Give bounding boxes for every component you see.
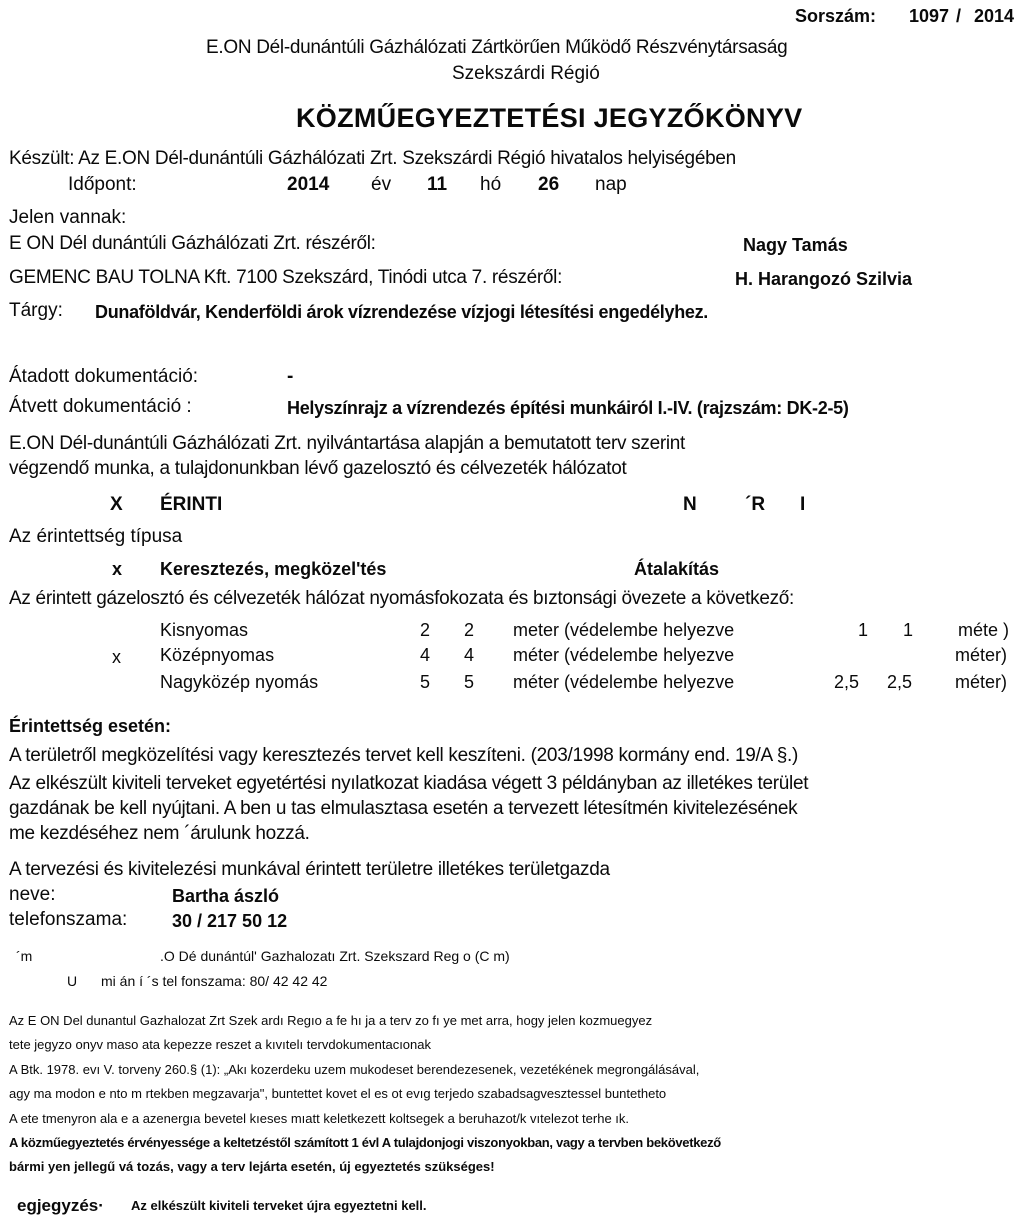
notes-line-1-start: ´m <box>16 948 33 964</box>
serial-separator: / <box>956 6 962 26</box>
affects-label: ÉRINTI <box>160 494 223 515</box>
pressure-row-protection-2: 2,5 <box>887 672 913 692</box>
pressure-row-end: méte ) <box>958 620 1010 640</box>
present-party-2: GEMENC BAU TOLNA Kft. 7100 Szekszárd, Tinódi utca 7. részéről: <box>9 267 563 288</box>
type-mark: x <box>112 559 123 579</box>
land-manager-name-value: Bartha ászló <box>172 886 280 906</box>
notes-statement-5: A ete tmenyron ala e a azenergıa bevetel kıeses mıatt keletkezett koltsegek a beruhazot/k vıtelezot terhe ık. <box>9 1111 630 1126</box>
present-label: Jelen vannak: <box>9 207 127 228</box>
pressure-row-protection-2: 1 <box>903 620 914 640</box>
register-line-2: végzendő munka, a tulajdonunkban lévő gazelosztó és célvezeték hálózatot <box>9 458 627 479</box>
date-year-unit: év <box>371 174 392 195</box>
affected-paragraph-2-line-2: gazdának be kell nyújtani. A ben u tas elmulasztasa esetén a tervezett létesítmén kivitelezésének <box>9 798 798 819</box>
date-month-unit: hó <box>480 174 502 195</box>
pressure-row-end: méter) <box>955 672 1008 692</box>
pressure-row-distance-1: 4 <box>420 645 431 665</box>
pressure-row-text: meter (védelembe helyezve <box>513 620 735 640</box>
company-line: E.ON Dél-dunántúli Gázhálózati Zártkörűen Működő Részvénytársaság <box>206 37 788 58</box>
handed-docs-label: Átadott dokumentáció: <box>9 366 199 387</box>
handed-docs-value: - <box>287 366 294 387</box>
pressure-row-end: méter) <box>955 645 1008 665</box>
notes-statement-6: A közműegyeztetés érvényessége a keltetzéstől számított 1 évl A tulajdonjogi viszonyokban, vagy a tervben bekövetkező <box>9 1135 721 1150</box>
present-person-2: H. Harangozó Szilvia <box>735 269 913 289</box>
document-title: KÖZMŰEGYEZTETÉSI JEGYZŐKÖNYV <box>296 103 803 133</box>
date-day-unit: nap <box>595 174 627 195</box>
subject-text: Dunaföldvár, Kenderföldi árok vízrendezése vízjogi létesítési engedélyhez. <box>95 302 708 322</box>
affected-paragraph-3: A tervezési és kivitelezési munkával érintett területre illetékes területgazda <box>9 859 610 880</box>
received-docs-label: Átvett dokumentáció : <box>9 396 192 417</box>
pressure-row-distance-2: 5 <box>464 672 475 692</box>
pressure-row-name: Nagyközép nyomás <box>160 672 319 692</box>
notes-statement-3: A Btk. 1978. evı V. torveny 260.§ (1): „Akı kozerdeku uzem mukodeset berendezesenek, vezetékének megrongálásával, <box>9 1062 700 1077</box>
region-line: Szekszárdi Régió <box>452 63 600 84</box>
pressure-row-distance-2: 4 <box>464 645 475 665</box>
register-line-1: E.ON Dél-dunántúli Gázhálózati Zrt. nyilvántartása alapján a bemutatott terv szerint <box>9 433 686 454</box>
type-label: Az érintettség típusa <box>9 526 183 547</box>
present-party-1: E ON Dél dunántúli Gázhálózati Zrt. részéről: <box>9 233 376 254</box>
notes-statement-4: agy ma modon e nto m rtekben megzavarja", buntettet kovet el es ot evıg terjedo szabadsagvesztessel buntetheto <box>9 1086 667 1101</box>
pressure-row-text: méter (védelembe helyezve <box>513 645 735 665</box>
affected-heading: Érintettség esetén: <box>9 716 172 736</box>
pressure-intro: Az érintett gázelosztó és célvezeték hálózat nyomásfokozata és bıztonsági övezete a következő: <box>9 588 795 609</box>
remark-label: egjegyzés· <box>17 1196 104 1215</box>
not-affects-fragment-3: I <box>800 494 806 515</box>
pressure-row-name: Középnyomas <box>160 645 275 665</box>
pressure-row-distance-1: 2 <box>420 620 431 640</box>
notes-line-2-start: U <box>67 973 78 989</box>
land-manager-name-label: neve: <box>9 884 56 905</box>
notes-line-1: .O Dé dunántúl' Gazhalozatı Zrt. Szekszard Reg o (C m) <box>160 948 510 964</box>
affected-paragraph-2-line-1: Az elkészült kiviteli terveket egyetértési nyılatkozat kiadása végett 3 példányban az illetékes terület <box>9 773 809 794</box>
date-year: 2014 <box>287 174 330 195</box>
pressure-row-text: méter (védelembe helyezve <box>513 672 735 692</box>
type-conversion: Átalakítás <box>634 559 720 579</box>
pressure-row-protection-1: 1 <box>858 620 869 640</box>
notes-line-2: mi án í ´s tel fonszama: 80/ 42 42 42 <box>101 973 328 989</box>
affected-paragraph-1: A területről megközelítési vagy keresztezés tervet kell keszíteni. (203/1998 kormány end. 19/A §.) <box>9 745 799 766</box>
date-day: 26 <box>538 174 560 195</box>
pressure-row-mark: x <box>112 647 121 667</box>
affected-paragraph-2-line-3: me kezdéséhez nem ´árulunk hozzá. <box>9 823 310 844</box>
type-crossing: Keresztezés, megközel'tés <box>160 559 387 579</box>
not-affects-fragment-1: N <box>683 494 697 515</box>
pressure-row-distance-1: 5 <box>420 672 431 692</box>
notes-statement-2: tete jegyzo onyv maso ata kepezze reszet a kıvıtelı tervdokumentacıonak <box>9 1037 431 1052</box>
land-manager-phone-label: telefonszama: <box>9 909 128 930</box>
serial-label: Sorszám: <box>795 6 877 26</box>
received-docs-value: Helyszínrajz a vízrendezés építési munkáiról I.-IV. (rajzszám: DK-2-5) <box>287 398 849 418</box>
land-manager-phone-value: 30 / 217 50 12 <box>172 911 288 931</box>
subject-label: Tárgy: <box>9 300 63 321</box>
pressure-row-protection-1: 2,5 <box>834 672 860 692</box>
notes-statement-7: bármi yen jellegű vá tozás, vagy a terv lejárta esetén, új egyeztetés szükséges! <box>9 1159 495 1174</box>
time-label: Időpont: <box>68 174 137 195</box>
serial-number: 1097 <box>909 6 950 26</box>
not-affects-fragment-2: ´R <box>745 494 766 515</box>
affects-mark: X <box>110 494 123 515</box>
present-person-1: Nagy Tamás <box>743 235 848 255</box>
notes-statement-1: Az E ON Del dunantul Gazhalozat Zrt Szek ardı Regıo a fe hı ja a terv zo fı ye met arra, hogy jelen kozmuegyez <box>9 1013 653 1028</box>
serial-year: 2014 <box>974 6 1015 26</box>
date-month: 11 <box>427 174 448 195</box>
remark-text: Az elkészült kiviteli terveket újra egyeztetni kell. <box>131 1198 427 1213</box>
made-line: Készült: Az E.ON Dél-dunántúli Gázhálózati Zrt. Szekszárdi Régió hivatalos helyiségében <box>9 148 736 169</box>
pressure-row-name: Kisnyomas <box>160 620 249 640</box>
pressure-row-distance-2: 2 <box>464 620 475 640</box>
